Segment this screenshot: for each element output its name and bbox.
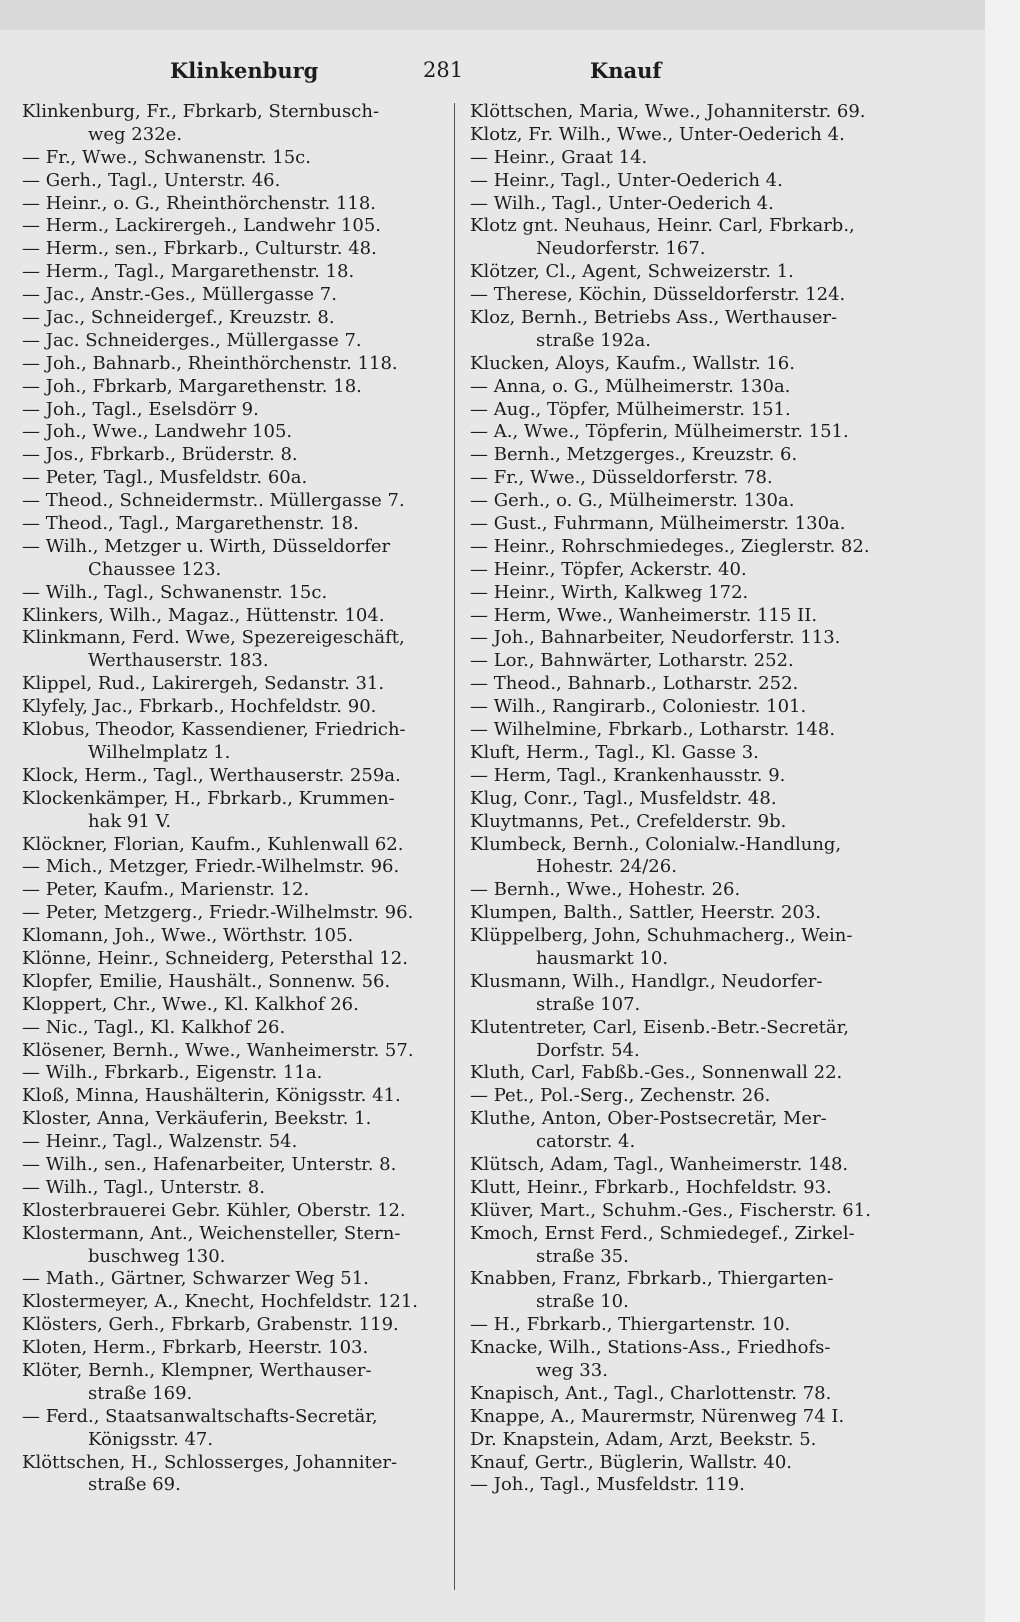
- directory-entry: Klöttschen, Maria, Wwe., Johanniterstr. 69.: [470, 101, 866, 122]
- directory-entry: — Theod., Tagl., Margarethenstr. 18.: [22, 513, 359, 535]
- directory-entry: — Jac., Anstr.-Ges., Müllergasse 7.: [22, 284, 337, 306]
- directory-entry: Klumpen, Balth., Sattler, Heerstr. 203.: [470, 902, 822, 924]
- directory-entry: — Joh., Bahnarb., Rheinthörchenstr. 118.: [22, 352, 398, 374]
- directory-entry: — Wilh., Tagl., Schwanenstr. 15c.: [22, 581, 328, 603]
- entry-continuation: straße 35.: [536, 1245, 629, 1267]
- header-right-keyword: Knauf: [590, 58, 662, 83]
- directory-entry: Klöttschen, H., Schlosserges, Johanniter-: [22, 1451, 398, 1473]
- directory-entry: Klock, Herm., Tagl., Werthauserstr. 259a.: [22, 764, 401, 786]
- directory-entry: Klönne, Heinr., Schneiderg, Petersthal 12.: [22, 947, 408, 969]
- directory-entry: Knabben, Franz, Fbrkarb., Thiergarten-: [470, 1268, 834, 1290]
- directory-entry: — Wilh., sen., Hafenarbeiter, Unterstr. 8.: [22, 1153, 397, 1175]
- directory-entry: — Heinr., Töpfer, Ackerstr. 40.: [470, 558, 747, 580]
- entry-continuation: straße 10.: [536, 1291, 629, 1313]
- directory-entry: — Gerh., Tagl., Unterstr. 46.: [22, 169, 281, 191]
- entry-continuation: buschweg 130.: [88, 1245, 226, 1267]
- directory-entry: Klippel, Rud., Lakirergeh, Sedanstr. 31.: [22, 673, 385, 695]
- page-header: [0, 58, 1000, 88]
- directory-entry: — Lor., Bahnwärter, Lotharstr. 252.: [470, 650, 794, 672]
- entry-continuation: straße 107.: [536, 993, 641, 1015]
- directory-entry: Klotz, Fr. Wilh., Wwe., Unter-Oederich 4.: [470, 123, 845, 145]
- directory-entry: — Ferd., Staatsanwaltschafts-Secretär,: [22, 1405, 378, 1427]
- directory-entry: Kluth, Carl, Fabßb.-Ges., Sonnenwall 22.: [470, 1062, 843, 1084]
- directory-entry: — Theod., Bahnarb., Lotharstr. 252.: [470, 673, 799, 695]
- directory-entry: Klüppelberg, John, Schuhmacherg., Wein-: [470, 925, 853, 947]
- entry-continuation: weg 33.: [536, 1359, 608, 1381]
- directory-entry: — Wilhelmine, Fbrkarb., Lotharstr. 148.: [470, 719, 836, 741]
- directory-entry: Klosterbrauerei Gebr. Kühler, Oberstr. 12.: [22, 1199, 406, 1221]
- entry-continuation: Königsstr. 47.: [88, 1428, 214, 1450]
- entry-continuation: Chaussee 123.: [88, 558, 222, 580]
- directory-entry: — Math., Gärtner, Schwarzer Weg 51.: [22, 1268, 369, 1290]
- directory-entry: Klüver, Mart., Schuhm.-Ges., Fischerstr. 61.: [470, 1199, 871, 1221]
- directory-entry: Knauf, Gertr., Büglerin, Wallstr. 40.: [470, 1451, 792, 1473]
- directory-entry: — H., Fbrkarb., Thiergartenstr. 10.: [470, 1314, 791, 1336]
- directory-entry: — Peter, Kaufm., Marienstr. 12.: [22, 879, 310, 901]
- directory-entry: — Joh., Tagl., Musfeldstr. 119.: [470, 1474, 745, 1496]
- directory-entry: Klumbeck, Bernh., Colonialw.-Handlung,: [470, 833, 842, 855]
- directory-entry: — Heinr., Tagl., Unter-Oederich 4.: [470, 169, 783, 191]
- directory-entry: Kloß, Minna, Haushälterin, Königsstr. 41.: [22, 1085, 401, 1107]
- directory-entry: — Heinr., Tagl., Walzenstr. 54.: [22, 1131, 298, 1153]
- entry-continuation: Dorfstr. 54.: [536, 1039, 640, 1061]
- directory-entry: Kloten, Herm., Fbrkarb, Heerstr. 103.: [22, 1337, 369, 1359]
- right-column: [470, 101, 910, 1497]
- directory-entry: Klusmann, Wilh., Handlgr., Neudorfer-: [470, 970, 823, 992]
- directory-entry: — Wilh., Tagl., Unter-Oederich 4.: [470, 192, 774, 214]
- directory-entry: — Bernh., Metzgerges., Kreuzstr. 6.: [470, 444, 798, 466]
- directory-entry: — Joh., Wwe., Landwehr 105.: [22, 421, 293, 443]
- directory-entry: — Gust., Fuhrmann, Mülheimerstr. 130a.: [470, 513, 846, 535]
- directory-entry: Klockenkämper, H., Fbrkarb., Krummen-: [22, 787, 395, 809]
- directory-entry: Klostermeyer, A., Knecht, Hochfeldstr. 121.: [22, 1291, 419, 1313]
- entry-continuation: weg 232e.: [88, 123, 183, 145]
- directory-entry: — Heinr., Graat 14.: [470, 146, 648, 168]
- left-column: [22, 101, 442, 1497]
- directory-entry: — Peter, Tagl., Musfeldstr. 60a.: [22, 467, 308, 489]
- directory-entry: Klinkers, Wilh., Magaz., Hüttenstr. 104.: [22, 604, 385, 626]
- directory-entry: Klöter, Bernh., Klempner, Werthauser-: [22, 1359, 372, 1381]
- page-edge: [985, 0, 1020, 1622]
- directory-entry: — Wilh., Rangirarb., Coloniestr. 101.: [470, 696, 807, 718]
- entry-continuation: straße 169.: [88, 1382, 193, 1404]
- directory-entry: Dr. Knapstein, Adam, Arzt, Beekstr. 5.: [470, 1428, 817, 1450]
- directory-entry: — Heinr., o. G., Rheinthörchenstr. 118.: [22, 192, 377, 214]
- directory-entry: Kloppert, Chr., Wwe., Kl. Kalkhof 26.: [22, 993, 359, 1015]
- directory-entry: Klostermann, Ant., Weichensteller, Stern-: [22, 1222, 401, 1244]
- directory-entry: — Theod., Schneidermstr.. Müllergasse 7.: [22, 490, 405, 512]
- directory-entry: — Therese, Köchin, Düsseldorferstr. 124.: [470, 284, 846, 306]
- directory-entry: — Wilh., Metzger u. Wirth, Düsseldorfer: [22, 535, 391, 557]
- directory-entry: — Peter, Metzgerg., Friedr.-Wilhelmstr. 96.: [22, 902, 414, 924]
- directory-entry: Kluft, Herm., Tagl., Kl. Gasse 3.: [470, 741, 759, 763]
- directory-entry: — Joh., Bahnarbeiter, Neudorferstr. 113.: [470, 627, 841, 649]
- directory-entry: — Fr., Wwe., Schwanenstr. 15c.: [22, 146, 311, 168]
- directory-entry: Klyfely, Jac., Fbrkarb., Hochfeldstr. 90.: [22, 696, 377, 718]
- directory-entry: Klutentreter, Carl, Eisenb.-Betr.-Secretär,: [470, 1016, 849, 1038]
- entry-continuation: Wilhelmplatz 1.: [88, 741, 231, 763]
- directory-entry: — Herm., sen., Fbrkarb., Culturstr. 48.: [22, 238, 377, 260]
- directory-entry: — Wilh., Tagl., Unterstr. 8.: [22, 1176, 265, 1198]
- directory-entry: Klütsch, Adam, Tagl., Wanheimerstr. 148.: [470, 1153, 849, 1175]
- directory-entry: — Fr., Wwe., Düsseldorferstr. 78.: [470, 467, 773, 489]
- directory-entry: Klobus, Theodor, Kassendiener, Friedrich-: [22, 719, 406, 741]
- directory-entry: — Joh., Fbrkarb, Margarethenstr. 18.: [22, 375, 362, 397]
- entry-continuation: catorstr. 4.: [536, 1131, 636, 1153]
- directory-entry: Klug, Conr., Tagl., Musfeldstr. 48.: [470, 787, 777, 809]
- entry-continuation: straße 69.: [88, 1474, 181, 1496]
- directory-entry: Klucken, Aloys, Kaufm., Wallstr. 16.: [470, 352, 795, 374]
- directory-entry: — Pet., Pol.-Serg., Zechenstr. 26.: [470, 1085, 771, 1107]
- column-divider: [454, 103, 455, 1590]
- directory-entry: — Anna, o. G., Mülheimerstr. 130a.: [470, 375, 791, 397]
- directory-entry: — Herm., Lackirergeh., Landwehr 105.: [22, 215, 381, 237]
- directory-entry: Kloz, Bernh., Betriebs Ass., Werthauser-: [470, 307, 838, 329]
- page-number: 281: [423, 58, 464, 82]
- directory-entry: — Bernh., Wwe., Hohestr. 26.: [470, 879, 741, 901]
- directory-entry: Kluthe, Anton, Ober-Postsecretär, Mer-: [470, 1108, 827, 1130]
- directory-entry: — Aug., Töpfer, Mülheimerstr. 151.: [470, 398, 791, 420]
- directory-entry: Knacke, Wilh., Stations-Ass., Friedhofs-: [470, 1337, 831, 1359]
- directory-entry: Klinkmann, Ferd. Wwe, Spezereigeschäft,: [22, 627, 405, 649]
- directory-entry: — Herm, Tagl., Krankenhausstr. 9.: [470, 764, 786, 786]
- header-left-keyword: Klinkenburg: [170, 58, 319, 83]
- directory-entry: Klomann, Joh., Wwe., Wörthstr. 105.: [22, 925, 354, 947]
- directory-entry: — Herm, Wwe., Wanheimerstr. 115 II.: [470, 604, 818, 626]
- entry-continuation: Hohestr. 24/26.: [536, 856, 677, 878]
- directory-entry: — Mich., Metzger, Friedr.-Wilhelmstr. 96.: [22, 856, 400, 878]
- directory-entry: Kmoch, Ernst Ferd., Schmiedegef., Zirkel-: [470, 1222, 855, 1244]
- directory-entry: — Herm., Tagl., Margarethenstr. 18.: [22, 261, 355, 283]
- directory-entry: — Gerh., o. G., Mülheimerstr. 130a.: [470, 490, 795, 512]
- directory-entry: — Wilh., Fbrkarb., Eigenstr. 11a.: [22, 1062, 323, 1084]
- directory-entry: — Jos., Fbrkarb., Brüderstr. 8.: [22, 444, 298, 466]
- entry-continuation: Neudorferstr. 167.: [536, 238, 706, 260]
- directory-entry: — A., Wwe., Töpferin, Mülheimerstr. 151.: [470, 421, 849, 443]
- directory-entry: Klutt, Heinr., Fbrkarb., Hochfeldstr. 93.: [470, 1176, 832, 1198]
- directory-entry: Klötzer, Cl., Agent, Schweizerstr. 1.: [470, 261, 794, 283]
- directory-entry: Klopfer, Emilie, Haushält., Sonnenw. 56.: [22, 970, 391, 992]
- directory-entry: Kloster, Anna, Verkäuferin, Beekstr. 1.: [22, 1108, 372, 1130]
- directory-entry: Knapisch, Ant., Tagl., Charlottenstr. 78.: [470, 1382, 832, 1404]
- directory-entry: Klotz gnt. Neuhaus, Heinr. Carl, Fbrkarb.,: [470, 215, 855, 237]
- entry-continuation: hak 91 V.: [88, 810, 172, 832]
- directory-entry: — Jac. Schneiderges., Müllergasse 7.: [22, 329, 362, 351]
- directory-entry: — Heinr., Wirth, Kalkweg 172.: [470, 581, 749, 603]
- directory-entry: Klinkenburg, Fr., Fbrkarb, Sternbusch-: [22, 101, 380, 122]
- directory-entry: — Joh., Tagl., Eselsdörr 9.: [22, 398, 259, 420]
- directory-entry: — Nic., Tagl., Kl. Kalkhof 26.: [22, 1016, 286, 1038]
- directory-entry: Kluytmanns, Pet., Crefelderstr. 9b.: [470, 810, 787, 832]
- directory-entry: Klösters, Gerh., Fbrkarb, Grabenstr. 119.: [22, 1314, 399, 1336]
- entry-continuation: hausmarkt 10.: [536, 947, 669, 969]
- directory-entry: — Jac., Schneidergef., Kreuzstr. 8.: [22, 307, 335, 329]
- directory-entry: — Heinr., Rohrschmiedeges., Zieglerstr. 82.: [470, 535, 870, 557]
- directory-entry: Klöckner, Florian, Kaufm., Kuhlenwall 62.: [22, 833, 404, 855]
- directory-entry: Klösener, Bernh., Wwe., Wanheimerstr. 57.: [22, 1039, 414, 1061]
- entry-continuation: straße 192a.: [536, 329, 652, 351]
- directory-entry: Knappe, A., Maurermstr, Nürenweg 74 I.: [470, 1405, 845, 1427]
- entry-continuation: Werthauserstr. 183.: [88, 650, 269, 672]
